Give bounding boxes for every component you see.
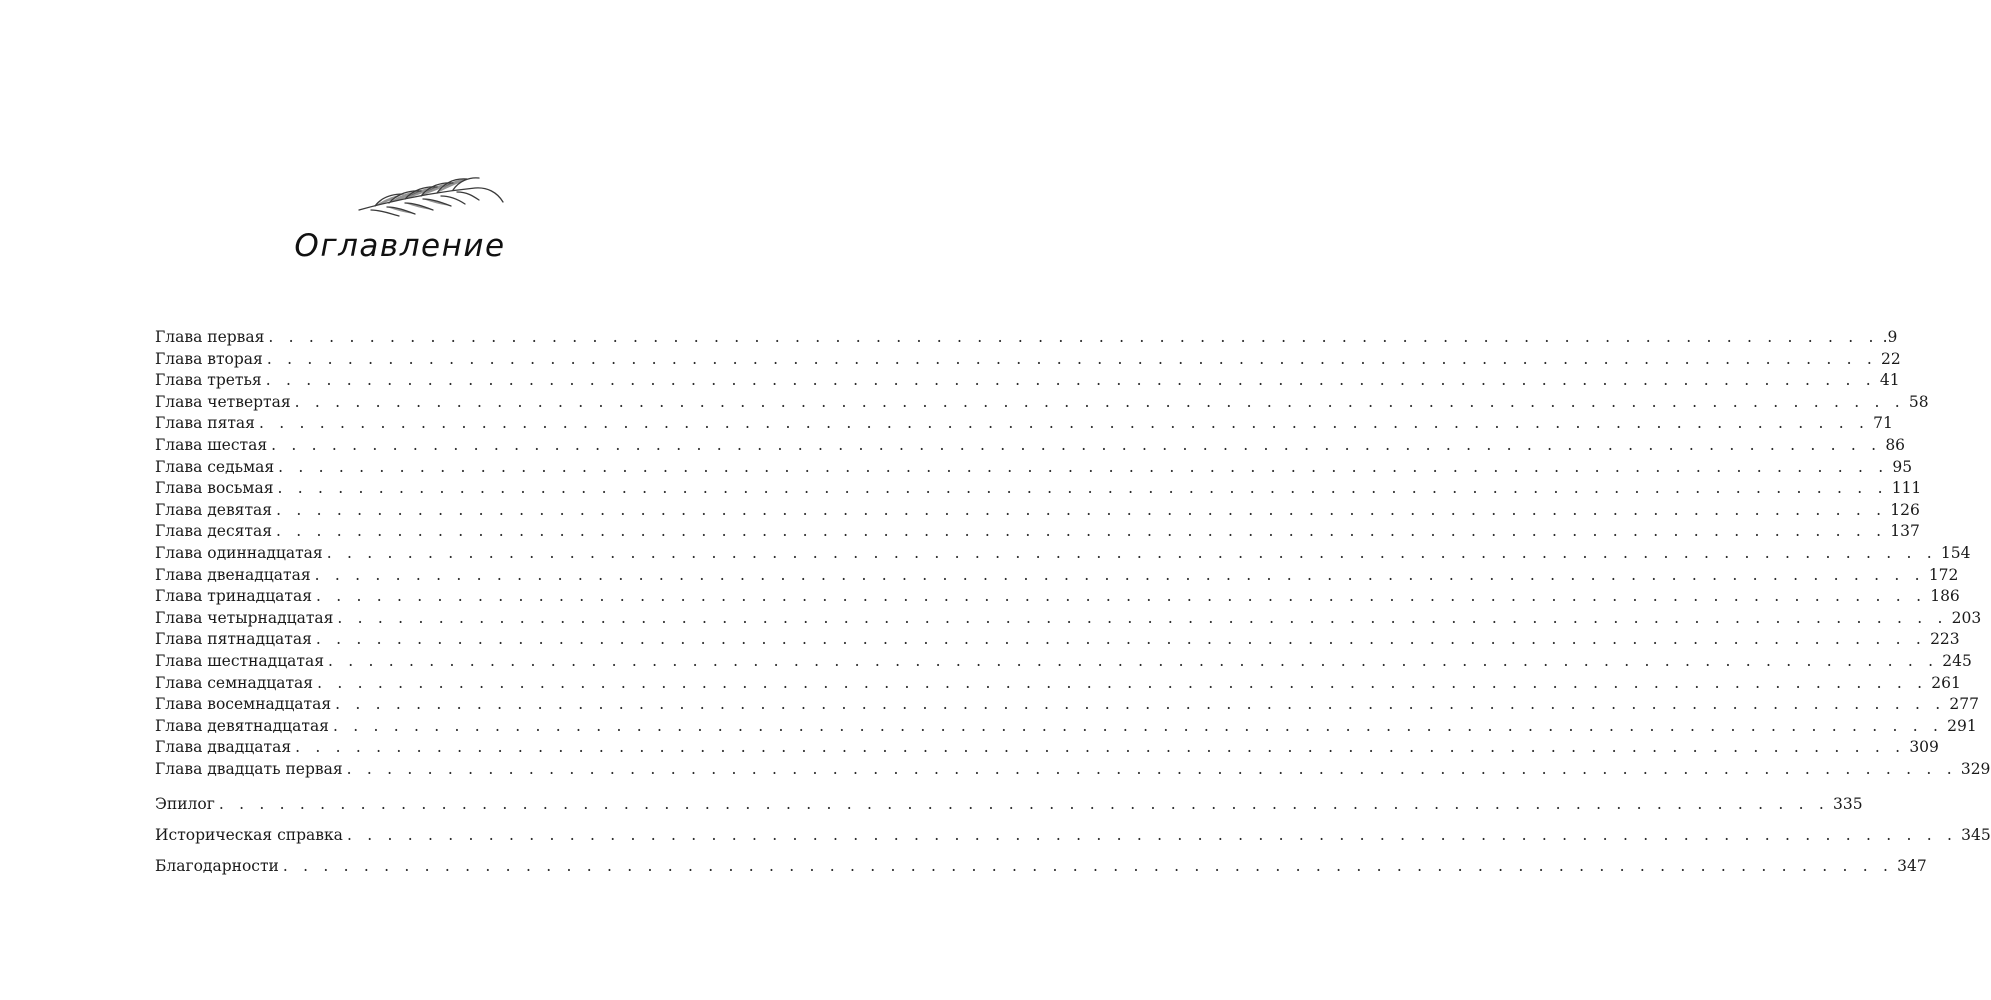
dot-leader: . . . . . . . . . . . . . . . . . . . . . . . . . . . . . . . . . . . . . . . . . . . . . . . . . . . . . . . . . . . . . . . . . . . . . . . . . . . . . . . . <box>276 500 1887 519</box>
dot-leader: . . . . . . . . . . . . . . . . . . . . . . . . . . . . . . . . . . . . . . . . . . . . . . . . . . . . . . . . . . . . . . . . . . . . . . . . . . . . . . . . <box>346 826 1958 845</box>
dot-leader: . . . . . . . . . . . . . . . . . . . . . . . . . . . . . . . . . . . . . . . . . . . . . . . . . . . . . . . . . . . . . . . . . . . . . . . . . . . . . . . . <box>316 587 1927 606</box>
toc-chapter-row[interactable] <box>155 759 1991 781</box>
toc-page-number: 347 <box>1897 857 1927 876</box>
toc-chapter-row[interactable] <box>155 694 1979 716</box>
toc-chapter-row[interactable] <box>155 349 1901 371</box>
toc-page-number: 203 <box>1951 608 1982 627</box>
toc-chapter-row[interactable] <box>155 370 1900 392</box>
extras-list <box>155 789 1991 882</box>
toc-chapter-row[interactable] <box>155 457 1913 479</box>
toc-chapter-row[interactable] <box>155 521 1920 543</box>
dot-leader: . . . . . . . . . . . . . . . . . . . . . . . . . . . . . . . . . . . . . . . . . . . . . . . . . . . . . . . . . . . . . . . . . . . . . . . . . . . . . . . . <box>276 522 1887 541</box>
dot-leader: . . . . . . . . . . . . . . . . . . . . . . . . . . . . . . . . . . . . . . . . . . . . . . . . . . . . . . . . . . . . . . . . . . . . . . . . . . . . . . . . <box>346 759 1957 778</box>
toc-entry-label: Глава двенадцатая <box>155 565 311 584</box>
dot-leader: . . . . . . . . . . . . . . . . . . . . . . . . . . . . . . . . . . . . . . . . . . . . . . . . . . . . . . . . . . . . . . . . . . . . . . . . . . . . . . . . <box>266 349 1878 368</box>
toc-chapter-row[interactable] <box>155 608 1982 630</box>
toc-entry-label: Глава восьмая <box>155 479 274 498</box>
toc-entry-label: Глава четвертая <box>155 392 291 411</box>
toc-page-number: 71 <box>1873 414 1893 433</box>
toc-entry-label: Глава пятнадцатая <box>155 630 312 649</box>
toc-entry-label: Глава тринадцатая <box>155 587 312 606</box>
toc-page-number: 335 <box>1833 795 1863 814</box>
toc-extra-row[interactable] <box>155 851 1927 882</box>
laurel-branch-icon <box>355 170 505 218</box>
toc-page-number: 277 <box>1949 695 1979 714</box>
toc-page-number: 345 <box>1961 826 1991 845</box>
toc-page-number: 245 <box>1942 651 1972 670</box>
toc-entry-label: Глава десятая <box>155 522 273 541</box>
dot-leader: . . . . . . . . . . . . . . . . . . . . . . . . . . . . . . . . . . . . . . . . . . . . . . . . . . . . . . . . . . . . . . . . . . . . . . . . . . . . . . . . <box>265 371 1876 390</box>
toc-entry-label: Глава четырнадцатая <box>155 608 334 627</box>
toc-page-number: .9 <box>1882 328 1898 346</box>
dot-leader: . . . . . . . . . . . . . . . . . . . . . . . . . . . . . . . . . . . . . . . . . . . . . . . . . . . . . . . . . . . . . . . . . . . . . . . . . . . . . . . . <box>315 630 1927 649</box>
dot-leader: . . . . . . . . . . . . . . . . . . . . . . . . . . . . . . . . . . . . . . . . . . . . . . . . . . . . . . . . . . . . . . . . . . . . . . . . . . . . . . . . <box>314 565 1925 584</box>
toc-chapter-row[interactable] <box>155 629 1960 651</box>
toc-entry-label: Глава восемнадцатая <box>155 695 332 714</box>
toc-chapter-row[interactable] <box>155 478 1922 500</box>
dot-leader: . . . . . . . . . . . . . . . . . . . . . . . . . . . . . . . . . . . . . . . . . . . . . . . . . . . . . . . . . . . . . . . . . . . . . . . . . . . . . . . . <box>268 328 1879 346</box>
toc-chapter-row[interactable] <box>155 737 1939 759</box>
toc-chapter-row[interactable] <box>155 716 1977 738</box>
dot-leader: . . . . . . . . . . . . . . . . . . . . . . . . . . . . . . . . . . . . . . . . . . . . . . . . . . . . . . . . . . . . . . . . . . . . . . . . . . . . . . . . <box>317 673 1928 692</box>
toc-entry-label: Глава первая <box>155 328 265 346</box>
toc-entry-label: Глава двадцать первая <box>155 759 343 778</box>
dot-leader: . . . . . . . . . . . . . . . . . . . . . . . . . . . . . . . . . . . . . . . . . . . . . . . . . . . . . . . . . . . . . . . . . . . . . . . . . . . . . . . . <box>328 651 1939 670</box>
dot-leader: . . . . . . . . . . . . . . . . . . . . . . . . . . . . . . . . . . . . . . . . . . . . . . . . . . . . . . . . . . . . . . . . . . . . . . . . . . . . . . . . <box>295 738 1906 757</box>
toc-page-number: 111 <box>1891 479 1922 498</box>
toc-entry-label: Глава вторая <box>155 349 263 368</box>
toc-chapter-row[interactable] <box>155 543 1971 565</box>
dot-leader: . . . . . . . . . . . . . . . . . . . . . . . . . . . . . . . . . . . . . . . . . . . . . . . . . . . . . . . . . . . . . . . . . . . . . . . . . . . . . . . . <box>326 543 1937 562</box>
dot-leader: . . . . . . . . . . . . . . . . . . . . . . . . . . . . . . . . . . . . . . . . . . . . . . . . . . . . . . . . . . . . . . . . . . . . . . . . . . . . . . . . <box>294 392 1905 411</box>
chapter-list <box>155 327 1991 780</box>
toc-chapter-row[interactable] <box>155 673 1961 695</box>
toc-page-number: 137 <box>1890 522 1920 541</box>
toc-page-number: 172 <box>1928 565 1959 584</box>
toc-entry-label: Историческая справка <box>155 826 343 845</box>
toc-page-number: 95 <box>1892 457 1913 476</box>
toc-extra-row[interactable] <box>155 820 1991 851</box>
toc-page-number: 223 <box>1930 630 1960 649</box>
toc-page-number: 291 <box>1947 716 1977 735</box>
toc-page-number: 41 <box>1879 371 1900 390</box>
toc-entry-label: Глава шестая <box>155 435 268 454</box>
toc-chapter-row[interactable] <box>155 565 1959 587</box>
toc-entry-label: Глава шестнадцатая <box>155 651 325 670</box>
toc-page-number: 329 <box>1960 759 1991 778</box>
toc-chapter-row[interactable] <box>155 651 1972 673</box>
toc-page-number: 261 <box>1931 673 1961 692</box>
toc-chapter-row[interactable] <box>155 500 1920 522</box>
dot-leader: . . . . . . . . . . . . . . . . . . . . . . . . . . . . . . . . . . . . . . . . . . . . . . . . . . . . . . . . . . . . . . . . . . . . . . . . . . . . . . . . <box>258 414 1870 433</box>
dot-leader: . . . . . . . . . . . . . . . . . . . . . . . . . . . . . . . . . . . . . . . . . . . . . . . . . . . . . . . . . . . . . . . . . . . . . . . . . . . . . . . . <box>278 457 1889 476</box>
toc-chapter-row[interactable] <box>155 413 1893 435</box>
table-of-contents <box>155 327 1991 882</box>
toc-page-number: 186 <box>1930 587 1960 606</box>
dot-leader: . . . . . . . . . . . . . . . . . . . . . . . . . . . . . . . . . . . . . . . . . . . . . . . . . . . . . . . . . . . . . . . . . . . . . . . . . . . . . . . . <box>332 716 1944 735</box>
toc-page-number: 86 <box>1885 435 1906 454</box>
toc-chapter-row[interactable] <box>155 327 1898 349</box>
toc-page-number: 154 <box>1940 543 1971 562</box>
toc-entry-label: Эпилог <box>155 795 215 814</box>
toc-entry-label: Глава двадцатая <box>155 738 292 757</box>
toc-entry-label: Глава пятая <box>155 414 255 433</box>
toc-extra-row[interactable] <box>155 789 1863 820</box>
dot-leader: . . . . . . . . . . . . . . . . . . . . . . . . . . . . . . . . . . . . . . . . . . . . . . . . . . . . . . . . . . . . . . . . . . . . . . . . . . . . . . . . <box>335 695 1946 714</box>
toc-page-number: 22 <box>1881 349 1901 368</box>
toc-entry-label: Глава семнадцатая <box>155 673 314 692</box>
dot-leader: . . . . . . . . . . . . . . . . . . . . . . . . . . . . . . . . . . . . . . . . . . . . . . . . . . . . . . . . . . . . . . . . . . . . . . . . . . . . . . . . <box>282 857 1894 876</box>
toc-chapter-row[interactable] <box>155 586 1960 608</box>
toc-entry-label: Глава девятая <box>155 500 273 519</box>
toc-page-number: 126 <box>1890 500 1920 519</box>
dot-leader: . . . . . . . . . . . . . . . . . . . . . . . . . . . . . . . . . . . . . . . . . . . . . . . . . . . . . . . . . . . . . . . . . . . . . . . . . . . . . . . . <box>277 479 1888 498</box>
dot-leader: . . . . . . . . . . . . . . . . . . . . . . . . . . . . . . . . . . . . . . . . . . . . . . . . . . . . . . . . . . . . . . . . . . . . . . . . . . . . . . . . <box>218 795 1830 814</box>
page-title: Оглавление <box>294 228 506 264</box>
dot-leader: . . . . . . . . . . . . . . . . . . . . . . . . . . . . . . . . . . . . . . . . . . . . . . . . . . . . . . . . . . . . . . . . . . . . . . . . . . . . . . . . <box>271 435 1882 454</box>
toc-page-number: 309 <box>1909 738 1939 757</box>
toc-entry-label: Глава девятнадцатая <box>155 716 329 735</box>
toc-entry-label: Глава одиннадцатая <box>155 543 323 562</box>
toc-chapter-row[interactable] <box>155 392 1929 414</box>
toc-chapter-row[interactable] <box>155 435 1906 457</box>
dot-leader: . . . . . . . . . . . . . . . . . . . . . . . . . . . . . . . . . . . . . . . . . . . . . . . . . . . . . . . . . . . . . . . . . . . . . . . . . . . . . . . . <box>337 608 1948 627</box>
toc-entry-label: Глава седьмая <box>155 457 275 476</box>
toc-entry-label: Глава третья <box>155 371 262 390</box>
toc-entry-label: Благодарности <box>155 857 279 876</box>
toc-page-number: 58 <box>1908 392 1929 411</box>
